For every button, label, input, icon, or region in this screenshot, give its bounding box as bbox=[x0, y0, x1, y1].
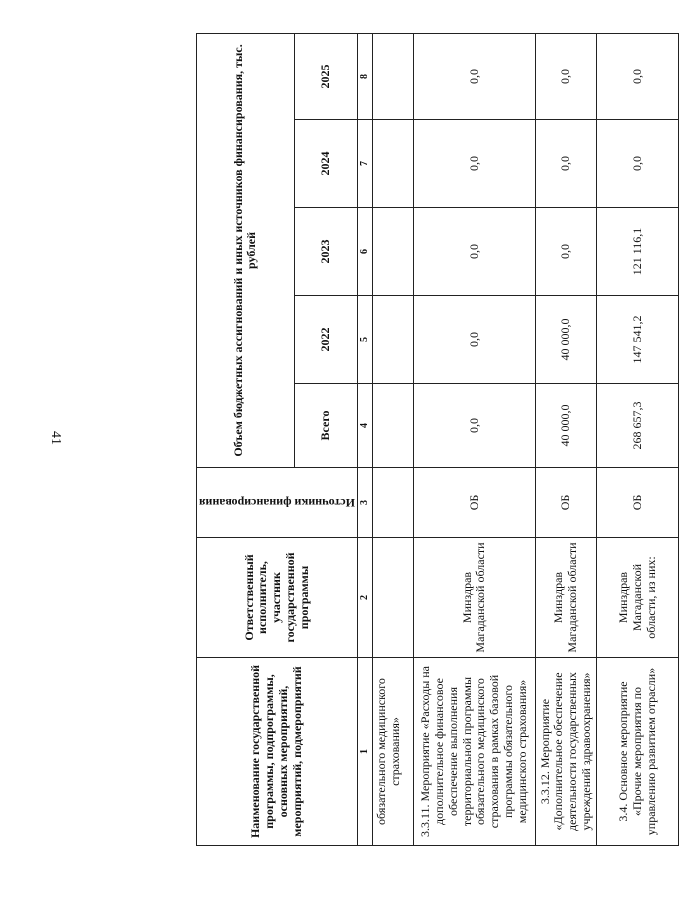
header-year-2024: 2024 bbox=[294, 120, 357, 208]
row-name: обязательного медицинского страхования» bbox=[372, 658, 413, 846]
column-number: 1 bbox=[357, 658, 372, 846]
column-number: 5 bbox=[357, 296, 372, 384]
row-value-2025: 0,0 bbox=[413, 33, 535, 119]
row-value-2024 bbox=[372, 120, 413, 208]
row-value-2024: 0,0 bbox=[597, 120, 679, 208]
header-volume: Объем бюджетных ассигнований и иных источников финансирования, тыс. рублей bbox=[197, 33, 295, 467]
row-name: 3.3.11. Мероприятие «Расходы на дополнительное финансовое обеспечение выполнения территориальной программы обязательного медицинского страхования в рамках базовой программы обязательного медицинского страхования» bbox=[413, 658, 535, 846]
row-value-2023: 0,0 bbox=[413, 208, 535, 296]
row-responsible: Минздрав Магаданской области bbox=[536, 538, 597, 658]
row-value-total: 0,0 bbox=[413, 384, 535, 468]
table-row bbox=[536, 33, 597, 845]
row-value-2023 bbox=[372, 208, 413, 296]
row-source: ОБ bbox=[597, 468, 679, 538]
row-responsible bbox=[372, 538, 413, 658]
row-name: 3.3.12. Мероприятие «Дополнительное обеспечение деятельности государственных учреждений здравоохранения» bbox=[536, 658, 597, 846]
row-responsible: Минздрав Магаданской области bbox=[413, 538, 535, 658]
row-responsible: Минздрав Магаданской области, из них: bbox=[597, 538, 679, 658]
row-value-2025: 0,0 bbox=[536, 33, 597, 119]
row-value-2025 bbox=[372, 33, 413, 119]
column-number: 6 bbox=[357, 208, 372, 296]
header-responsible: Ответственный исполнитель, участник государственной программы bbox=[197, 538, 358, 658]
table-row bbox=[413, 33, 535, 845]
row-value-total: 268 657,3 bbox=[597, 384, 679, 468]
row-value-2025: 0,0 bbox=[597, 33, 679, 119]
row-value-2024: 0,0 bbox=[413, 120, 535, 208]
column-number: 8 bbox=[357, 33, 372, 119]
column-number: 4 bbox=[357, 384, 372, 468]
row-value-total bbox=[372, 384, 413, 468]
header-year-2022: 2022 bbox=[294, 296, 357, 384]
header-source bbox=[197, 468, 358, 538]
page-number: 41 bbox=[48, 431, 63, 445]
header-year-2023: 2023 bbox=[294, 208, 357, 296]
row-value-2022: 40 000,0 bbox=[536, 296, 597, 384]
rotated-table-container bbox=[196, 34, 666, 846]
row-value-2023: 0,0 bbox=[536, 208, 597, 296]
table-row bbox=[597, 33, 679, 845]
row-value-total: 40 000,0 bbox=[536, 384, 597, 468]
row-source: ОБ bbox=[536, 468, 597, 538]
financing-table bbox=[196, 33, 679, 846]
row-value-2022: 0,0 bbox=[413, 296, 535, 384]
row-value-2022: 147 541,2 bbox=[597, 296, 679, 384]
column-number: 3 bbox=[357, 468, 372, 538]
table-row bbox=[372, 33, 413, 845]
header-name: Наименование государственной программы, подпрограммы, основных мероприятий, мероприятий, подмероприятий bbox=[197, 658, 358, 846]
row-value-2023: 121 116,1 bbox=[597, 208, 679, 296]
header-year-total: Всего bbox=[294, 384, 357, 468]
header-source-text: Источники финансирования bbox=[199, 496, 355, 511]
row-value-2024: 0,0 bbox=[536, 120, 597, 208]
column-number: 2 bbox=[357, 538, 372, 658]
row-value-2022 bbox=[372, 296, 413, 384]
row-source: ОБ bbox=[413, 468, 535, 538]
column-number: 7 bbox=[357, 120, 372, 208]
row-name: 3.4. Основное мероприятие «Прочие мероприятия по управлению развитием отрасли» bbox=[597, 658, 679, 846]
row-source bbox=[372, 468, 413, 538]
header-year-2025: 2025 bbox=[294, 33, 357, 119]
